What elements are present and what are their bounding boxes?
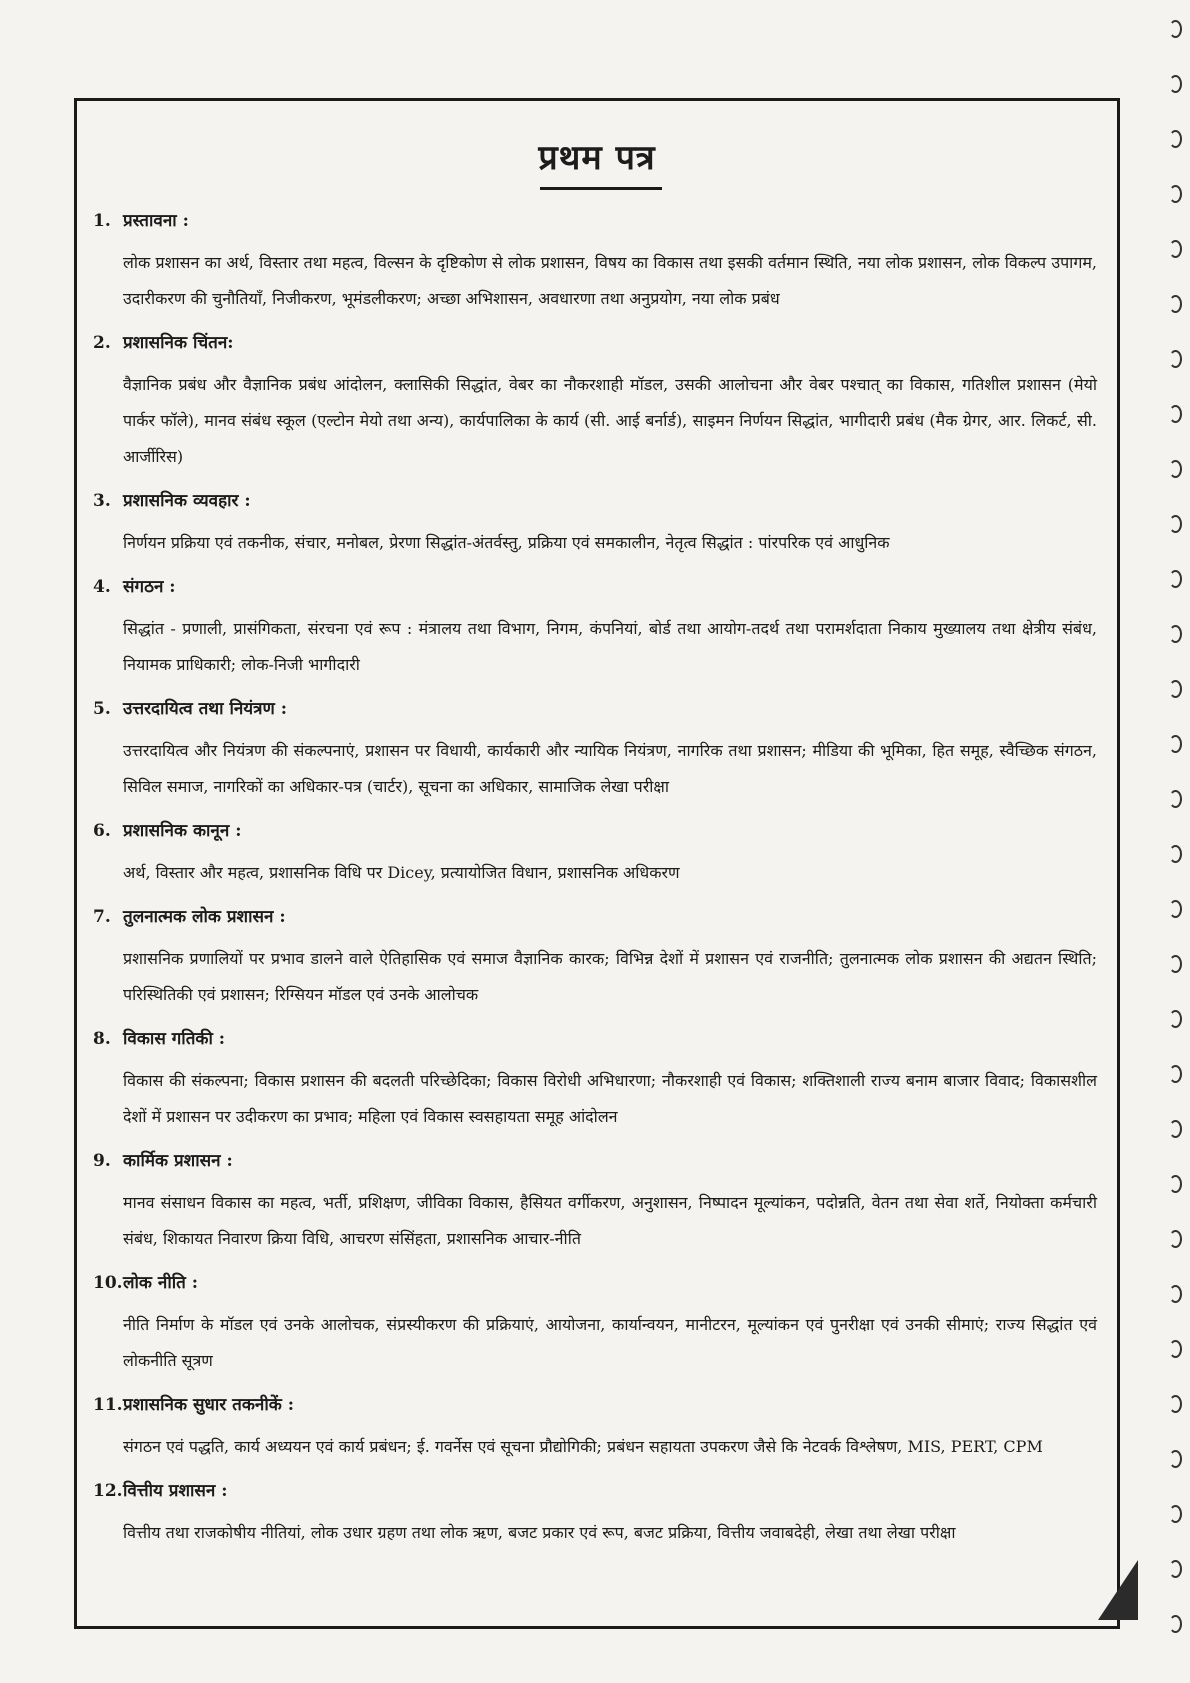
syllabus-section <box>93 329 1097 475</box>
page-corner-mark <box>1098 1560 1138 1620</box>
section-heading <box>93 1025 1097 1053</box>
binding-ring-icon <box>1169 460 1182 478</box>
section-body: मानव संसाधन विकास का महत्व, भर्ती, प्रशिक्षण, जीविका विकास, हैसियत वर्गीकरण, अनुशासन, निष्पादन मूल्यांकन, पदोन्नति, वेतन तथा सेवा शर्ते, नियोक्ता कर्मचारी संबंध, शिकायत निवारण क्रिया विधि, आचरण संसिंहता, प्रशासनिक आचार-नीति <box>123 1193 1097 1248</box>
section-number: 7. <box>93 907 111 927</box>
section-body: सिद्धांत - प्रणाली, प्रासंगिकता, संरचना एवं रूप : मंत्रालय तथा विभाग, निगम, कंपनियां, बोर्ड तथा आयोग-तदर्थ तथा परामर्शदाता निकाय मुख्यालय तथा क्षेत्रीय संबंध, नियामक प्राधिकारी; लोक-निजी भागीदारी <box>123 619 1097 674</box>
binding-ring-icon <box>1169 185 1182 203</box>
syllabus-section <box>93 207 1097 317</box>
section-body: विकास की संकल्पना; विकास प्रशासन की बदलती परिच्छेदिका; विकास विरोधी अभिधारणा; नौकरशाही एवं विकास; शक्तिशाली राज्य बनाम बाजार विवाद; विकासशील देशों में प्रशासन पर उदीकरण का प्रभाव; महिला एवं विकास स्वसहायता समूह आंदोलन <box>123 1071 1097 1126</box>
section-title: प्रस्तावना : <box>123 211 189 231</box>
binding-ring-icon <box>1169 515 1182 533</box>
title-underline <box>540 187 662 190</box>
syllabus-section <box>93 1477 1097 1551</box>
section-heading <box>93 329 1097 357</box>
binding-ring-icon <box>1169 845 1182 863</box>
section-number: 5. <box>93 699 111 719</box>
section-heading <box>93 817 1097 845</box>
binding-ring-icon <box>1169 75 1182 93</box>
section-title: प्रशासनिक व्यवहार : <box>123 491 251 511</box>
binding-ring-icon <box>1169 1505 1182 1523</box>
binding-ring-icon <box>1169 1285 1182 1303</box>
section-title: वित्तीय प्रशासन : <box>123 1481 228 1501</box>
section-body: अर्थ, विस्तार और महत्व, प्रशासनिक विधि पर Dicey, प्रत्यायोजित विधान, प्रशासनिक अधिकरण <box>123 863 680 882</box>
section-title: प्रशासनिक कानून : <box>123 821 242 841</box>
section-heading <box>93 1477 1097 1505</box>
section-number: 12. <box>93 1481 123 1501</box>
syllabus-section <box>93 573 1097 683</box>
binding-ring-icon <box>1169 735 1182 753</box>
binding-ring-icon <box>1169 1560 1182 1578</box>
section-body: संगठन एवं पद्धति, कार्य अध्ययन एवं कार्य प्रबंधन; ई. गवर्नेस एवं सूचना प्रौद्योगिकी; प्रबंधन सहायता उपकरण जैसे कि नेटवर्क विश्लेषण, MIS, PERT, CPM <box>123 1437 1043 1456</box>
binding-ring-icon <box>1169 20 1182 38</box>
binding-ring-icon <box>1169 570 1182 588</box>
section-body: निर्णयन प्रक्रिया एवं तकनीक, संचार, मनोबल, प्रेरणा सिद्धांत-अंतर्वस्तु, प्रक्रिया एवं समकालीन, नेतृत्व सिद्धांत : पांरपरिक एवं आधुनिक <box>123 533 890 552</box>
binding-edge <box>1162 0 1190 1683</box>
section-title: संगठन : <box>123 577 176 597</box>
syllabus-section <box>93 903 1097 1013</box>
section-heading <box>93 1147 1097 1175</box>
section-title: उत्तरदायित्व तथा नियंत्रण : <box>123 699 288 719</box>
section-number: 8. <box>93 1029 111 1049</box>
binding-ring-icon <box>1169 1340 1182 1358</box>
syllabus-section <box>93 1391 1097 1465</box>
binding-ring-icon <box>1169 900 1182 918</box>
section-number: 9. <box>93 1151 111 1171</box>
section-heading <box>93 207 1097 235</box>
section-number: 10. <box>93 1273 123 1293</box>
section-heading <box>93 1269 1097 1297</box>
binding-ring-icon <box>1169 680 1182 698</box>
content-frame <box>74 98 1120 1629</box>
binding-ring-icon <box>1169 1615 1182 1633</box>
binding-ring-icon <box>1169 130 1182 148</box>
binding-ring-icon <box>1169 1010 1182 1028</box>
section-heading <box>93 487 1097 515</box>
section-body: प्रशासनिक प्रणालियों पर प्रभाव डालने वाले ऐतिहासिक एवं समाज वैज्ञानिक कारक; विभिन्न देशों में प्रशासन एवं राजनीति; तुलनात्मक लोक प्रशासन की अद्यतन स्थिति; परिस्थितिकी एवं प्रशासन; रिग्सियन मॉडल एवं उनके आलोचक <box>123 949 1097 1004</box>
section-heading <box>93 573 1097 601</box>
syllabus-section <box>93 695 1097 805</box>
syllabus-section <box>93 1025 1097 1135</box>
binding-ring-icon <box>1169 1065 1182 1083</box>
syllabus-sections <box>93 207 1097 1563</box>
binding-ring-icon <box>1169 295 1182 313</box>
section-number: 4. <box>93 577 111 597</box>
syllabus-section <box>93 1147 1097 1257</box>
binding-ring-icon <box>1169 350 1182 368</box>
section-title: विकास गतिकी : <box>123 1029 226 1049</box>
section-heading <box>93 1391 1097 1419</box>
syllabus-section <box>93 817 1097 891</box>
binding-ring-icon <box>1169 1230 1182 1248</box>
binding-ring-icon <box>1169 955 1182 973</box>
binding-ring-icon <box>1169 240 1182 258</box>
section-heading <box>93 903 1097 931</box>
page-title: प्रथम पत्र <box>538 138 656 178</box>
section-number: 2. <box>93 333 111 353</box>
binding-ring-icon <box>1169 405 1182 423</box>
section-body: वैज्ञानिक प्रबंध और वैज्ञानिक प्रबंध आंदोलन, क्लासिकी सिद्धांत, वेबर का नौकरशाही मॉडल, उसकी आलोचना और वेबर पश्चात् का विकास, गतिशील प्रशासन (मेयो पार्कर फॉले), मानव संबंध स्कूल (एल्टोन मेयो तथा अन्य), कार्यपालिका के कार्य (सी. आई बर्नार्ड), साइमन निर्णयन सिद्धांत, भागीदारी प्रबंध (मैक ग्रेगर, आर. लिकर्ट, सी. आर्जीरिस) <box>123 375 1097 466</box>
section-body: नीति निर्माण के मॉडल एवं उनके आलोचक, संप्रस्यीकरण की प्रक्रियाएं, आयोजना, कार्यान्वयन, मानीटरन, मूल्यांकन एवं पुनरीक्षा एवं उनकी सीमाएं; राज्य सिद्धांत एवं लोकनीति सूत्रण <box>123 1315 1097 1370</box>
syllabus-section <box>93 487 1097 561</box>
section-number: 11. <box>93 1395 123 1415</box>
section-heading <box>93 695 1097 723</box>
section-title: प्रशासनिक सुधार तकनीकें : <box>123 1395 294 1415</box>
section-title: प्रशासनिक चिंतन: <box>123 333 234 353</box>
section-title: कार्मिक प्रशासन : <box>123 1151 233 1171</box>
section-number: 3. <box>93 491 111 511</box>
binding-ring-icon <box>1169 1175 1182 1193</box>
section-number: 1. <box>93 211 111 231</box>
binding-ring-icon <box>1169 1120 1182 1138</box>
syllabus-section <box>93 1269 1097 1379</box>
section-body: वित्तीय तथा राजकोषीय नीतियां, लोक उधार ग्रहण तथा लोक ऋण, बजट प्रकार एवं रूप, बजट प्रक्रिया, वित्तीय जवाबदेही, लेखा तथा लेखा परीक्षा <box>123 1523 956 1542</box>
binding-ring-icon <box>1169 1395 1182 1413</box>
binding-ring-icon <box>1169 1450 1182 1468</box>
section-number: 6. <box>93 821 111 841</box>
section-body: उत्तरदायित्व और नियंत्रण की संकल्पनाएं, प्रशासन पर विधायी, कार्यकारी और न्यायिक नियंत्रण, नागरिक तथा प्रशासन; मीडिया की भूमिका, हित समूह, स्वैच्छिक संगठन, सिविल समाज, नागरिकों का अधिकार-पत्र (चार्टर), सूचना का अधिकार, सामाजिक लेखा परीक्षा <box>123 741 1097 796</box>
section-body: लोक प्रशासन का अर्थ, विस्तार तथा महत्व, विल्सन के दृष्टिकोण से लोक प्रशासन, विषय का विकास तथा इसकी वर्तमान स्थिति, नया लोक प्रशासन, लोक विकल्प उपागम, उदारीकरण की चुनौतियाँ, निजीकरण, भूमंडलीकरण; अच्छा अभिशासन, अवधारणा तथा अनुप्रयोग, नया लोक प्रबंध <box>123 253 1097 308</box>
binding-ring-icon <box>1169 790 1182 808</box>
binding-ring-icon <box>1169 625 1182 643</box>
section-title: लोक नीति : <box>123 1273 199 1293</box>
section-title: तुलनात्मक लोक प्रशासन : <box>123 907 286 927</box>
